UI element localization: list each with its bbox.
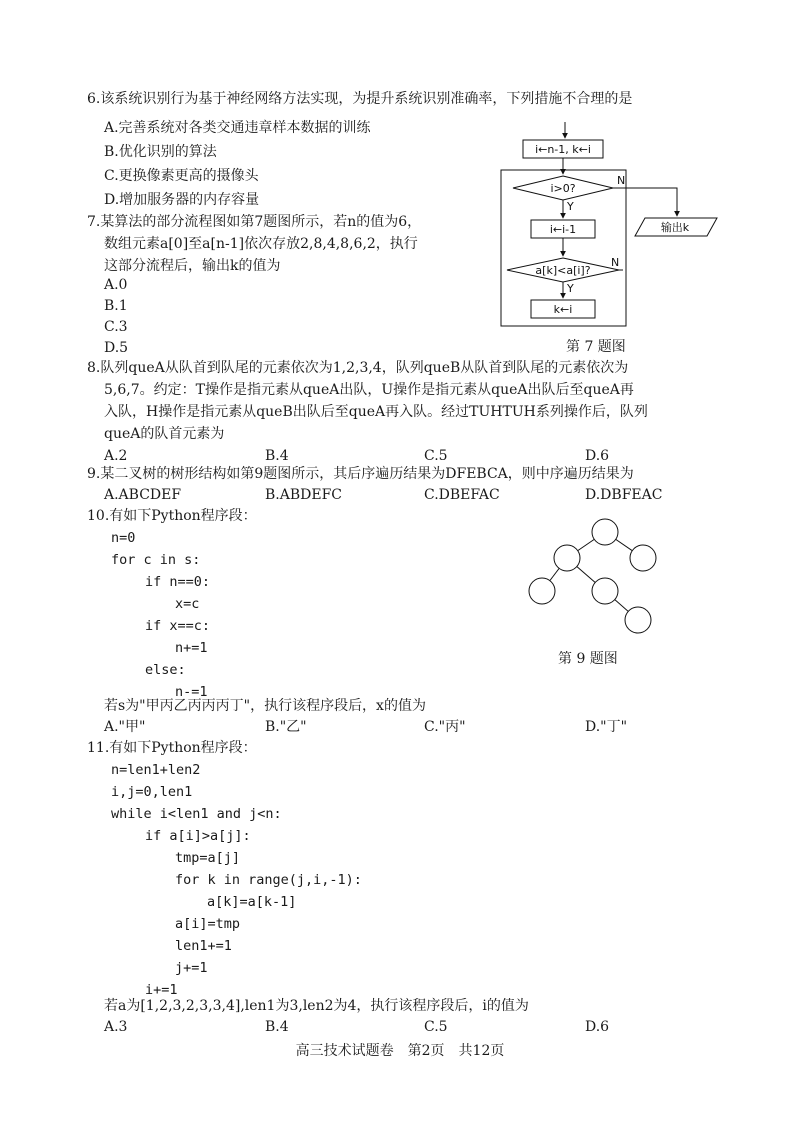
q6-stem: 6.该系统识别行为基于神经网络方法实现，为提升系统识别准确率，下列措施不合理的是 (87, 91, 633, 107)
q7-stem-line-2: 数组元素a[0]至a[n-1]依次存放2,8,4,8,6,2，执行 (104, 236, 418, 252)
q11-option-a: A.3 (104, 1019, 128, 1035)
q8-option-a: A.2 (104, 448, 128, 464)
tree-node (554, 545, 580, 571)
q7-yes-1: Y (567, 200, 574, 213)
q10-stem: 10.有如下Python程序段： (87, 508, 257, 524)
q8-stem-line-2: 5,6,7。约定：T操作是指元素从queA出队，U操作是指元素从queA出队后至queA再 (104, 382, 634, 398)
q8-stem-line-4: queA的队首元素为 (104, 426, 225, 442)
page-footer: 高三技术试题卷 第2页 共12页 (295, 1043, 505, 1059)
q11-code-line: while i<len1 and j<n: (111, 806, 282, 822)
q7-assign-text: k←i (553, 303, 573, 316)
q10-code-line: n+=1 (175, 640, 208, 656)
q11-option-d: D.6 (585, 1019, 610, 1035)
q7-decision-2-text: a[k]<a[i]? (535, 264, 591, 277)
q9-tree-figure (520, 512, 670, 642)
q10-code-line: if n==0: (145, 574, 211, 590)
q7-decision-1-text: i>0? (550, 182, 576, 195)
q10-code-line: x=c (175, 596, 200, 612)
q7-option-d: D.5 (104, 340, 129, 356)
q7-yes-2: Y (567, 282, 574, 295)
q7-option-a: A.0 (104, 277, 128, 293)
tree-node (592, 578, 618, 604)
q7-figure-caption: 第 7 题图 (566, 339, 626, 355)
q10-option-d: D."丁" (585, 719, 628, 735)
q7-decrement-text: i←i-1 (549, 223, 577, 236)
q9-option-b: B.ABDEFC (265, 487, 343, 503)
q10-code-line: n=0 (111, 530, 136, 546)
q7-option-b: B.1 (104, 298, 128, 314)
q11-code-line: tmp=a[j] (175, 850, 241, 866)
q7-output-text: 输出k (660, 221, 690, 234)
q8-option-b: B.4 (265, 448, 289, 464)
q11-code-line: for k in range(j,i,-1): (175, 872, 362, 888)
q9-stem: 9.某二叉树的树形结构如第9题图所示，其后序遍历结果为DFEBCA，则中序遍历结果为 (87, 466, 634, 482)
q6-option-d: D.增加服务器的内存容量 (104, 192, 260, 208)
q7-option-c: C.3 (104, 319, 128, 335)
q10-code-line: if x==c: (145, 618, 211, 634)
q10-option-c: C."丙" (424, 719, 466, 735)
q11-code-line: a[k]=a[k-1] (207, 894, 297, 910)
q9-figure-caption: 第 9 题图 (558, 651, 618, 667)
q7-stem-line-1: 7.某算法的部分流程图如第7题图所示，若n的值为6， (87, 214, 422, 230)
q10-code-line: else: (145, 662, 186, 678)
q11-tail: 若a为[1,2,3,2,3,3,4],len1为3,len2为4，执行该程序段后，i的值为 (104, 998, 529, 1014)
q6-option-b: B.优化识别的算法 (104, 144, 217, 160)
q11-option-c: C.5 (424, 1019, 448, 1035)
q9-option-d: D.DBFEAC (585, 487, 663, 503)
tree-node (592, 519, 618, 545)
tree-node (529, 578, 555, 604)
q10-code-line: n-=1 (175, 684, 208, 700)
q11-code-line: if a[i]>a[j]: (145, 828, 251, 844)
q8-option-c: C.5 (424, 448, 448, 464)
q11-code-line: n=len1+len2 (111, 762, 201, 778)
tree-node (625, 607, 651, 633)
q11-code-line: j+=1 (175, 960, 208, 976)
q9-option-a: A.ABCDEF (104, 487, 182, 503)
q8-stem-line-3: 入队，H操作是指元素从queB出队后至queA再入队。经过TUHTUH系列操作后，队列 (104, 404, 648, 420)
q11-code-line: i+=1 (145, 982, 178, 998)
q11-code-line: i,j=0,len1 (111, 784, 193, 800)
q6-option-a: A.完善系统对各类交通违章样本数据的训练 (104, 120, 371, 136)
q8-stem-line-1: 8.队列queA从队首到队尾的元素依次为1,2,3,4，队列queB从队首到队尾的元素依次为 (87, 360, 629, 376)
q7-no-1: N (617, 174, 626, 187)
q10-option-a: A."甲" (104, 719, 146, 735)
q11-code-line: a[i]=tmp (175, 916, 241, 932)
q11-code-line: len1+=1 (175, 938, 232, 954)
q8-option-d: D.6 (585, 448, 610, 464)
q6-option-c: C.更换像素更高的摄像头 (104, 168, 259, 184)
tree-node (630, 545, 656, 571)
q7-stem-line-3: 这部分流程后，输出k的值为 (104, 258, 281, 274)
q7-init-text: i←n-1, k←i (535, 143, 591, 156)
q7-flowchart (495, 118, 730, 333)
q10-code-line: for c in s: (111, 552, 201, 568)
q9-option-c: C.DBEFAC (424, 487, 500, 503)
q10-option-b: B."乙" (265, 719, 307, 735)
q11-stem: 11.有如下Python程序段： (87, 740, 257, 756)
q7-no-2: N (611, 256, 620, 269)
q10-tail: 若s为"甲丙乙丙丙丙丁"，执行该程序段后，x的值为 (104, 698, 426, 714)
q11-option-b: B.4 (265, 1019, 289, 1035)
